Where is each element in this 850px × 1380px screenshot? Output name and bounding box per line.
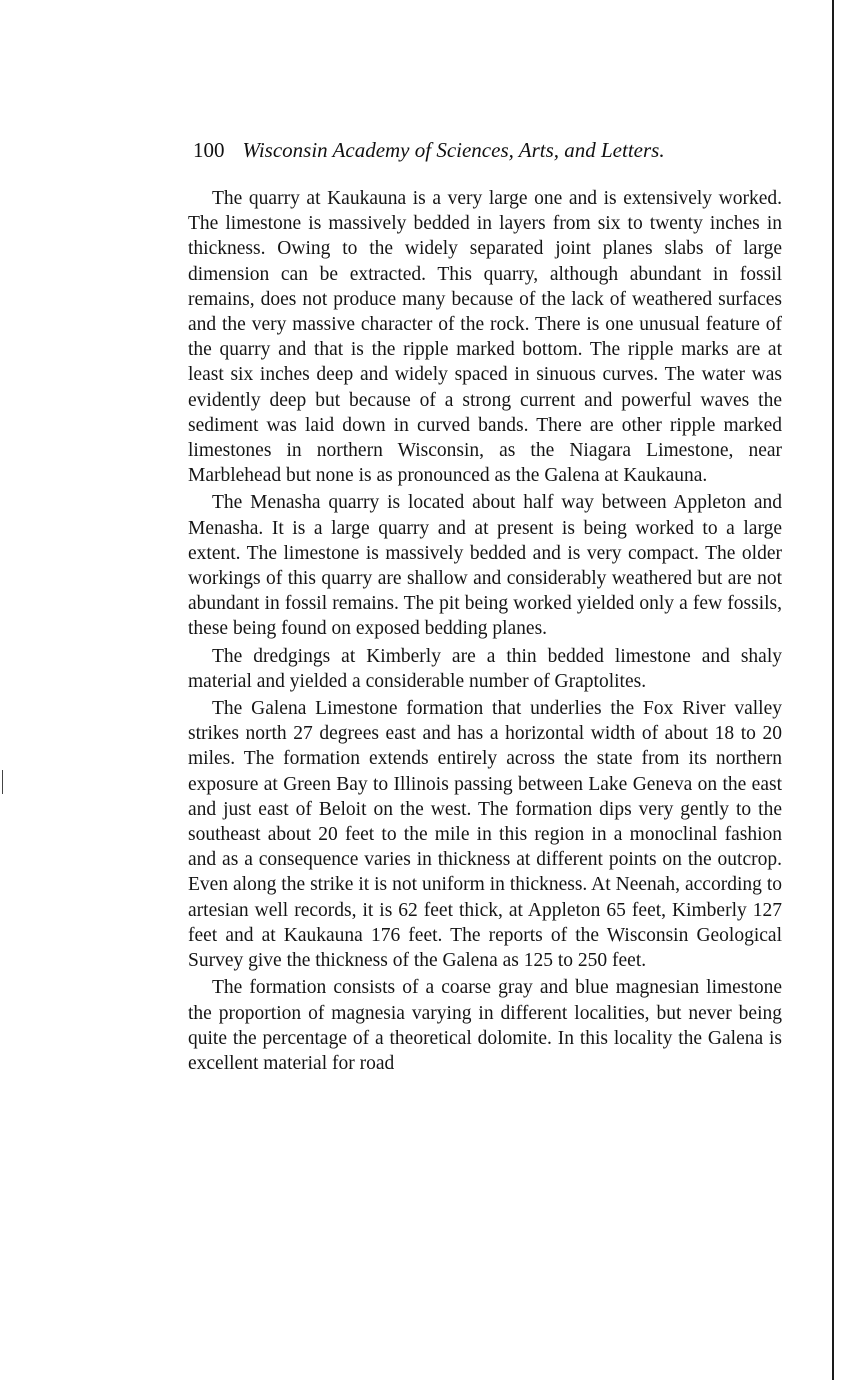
paragraph-galena-formation: The Galena Limestone formation that underlies the Fox River valley strikes north 27 degrees east and has a horizontal width of about 18 to 20 miles. The formation extends entirely across the state from its northern exposure at Green Bay to Illinois passing between Lake Geneva on the east and just east of Beloit on the west. The formation dips very gently to the southeast about 20 feet to the mile in this region in a monoclinal fashion and as a consequence varies in thickness at different points on the outcrop. Even along the strike it is not uniform in thickness. At Neenah, according to artesian well records, it is 62 feet thick, at Appleton 65 feet, Kimberly 127 feet and at Kaukauna 176 feet. The reports of the Wisconsin Geological Survey give the thickness of the Galena as 125 to 250 feet. bbox=[188, 698, 782, 972]
paragraph-kaukauna-quarry: The quarry at Kaukauna is a very large one and is extensively worked. The limestone is massively bedded in layers from six to twenty inches in thickness. Owing to the widely separated joint planes slabs of large dimension can be extracted. This quarry, although abundant in fossil remains, does not produce many because of the lack of weathered surfaces and the very massive character of the rock. There is one unusual feature of the quarry and that is the ripple marked bottom. The ripple marks are at least six inches deep and widely spaced in sinuous curves. The water was evidently deep but because of a strong current and powerful waves the sediment was laid down in curved bands. There are other ripple marked limestones in northern Wisconsin, as the Niagara Limestone, near Marblehead but none is as pronounced as the Galena at Kaukauna. bbox=[188, 188, 782, 487]
page-edge-line bbox=[832, 0, 834, 1380]
paragraph-formation-composition: The formation consists of a coarse gray and blue magnesian limestone the proportion of magnesia varying in different localities, but never being quite the percentage of a theoretical dolomite. In this locality the Galena is excellent material for road bbox=[188, 977, 782, 1074]
scan-margin-mark bbox=[2, 770, 3, 794]
paragraph-kimberly-dredgings: The dredgings at Kimberly are a thin bedded limestone and shaly material and yielded a considerable number of Graptolites. bbox=[188, 645, 782, 692]
page-number: 100 bbox=[193, 138, 225, 162]
paragraph-menasha-quarry: The Menasha quarry is located about half way between Appleton and Menasha. It is a large quarry and at present is being worked to a large extent. The limestone is massively bedded and is very compact. The older workings of this quarry are shallow and considerably weathered but are not abundant in fossil remains. The pit being worked yielded only a few fossils, these being found on exposed bedding planes. bbox=[188, 492, 782, 640]
running-head bbox=[193, 136, 733, 164]
body-text bbox=[188, 186, 782, 1078]
journal-title: Wisconsin Academy of Sciences, Arts, and Letters. bbox=[242, 138, 665, 162]
